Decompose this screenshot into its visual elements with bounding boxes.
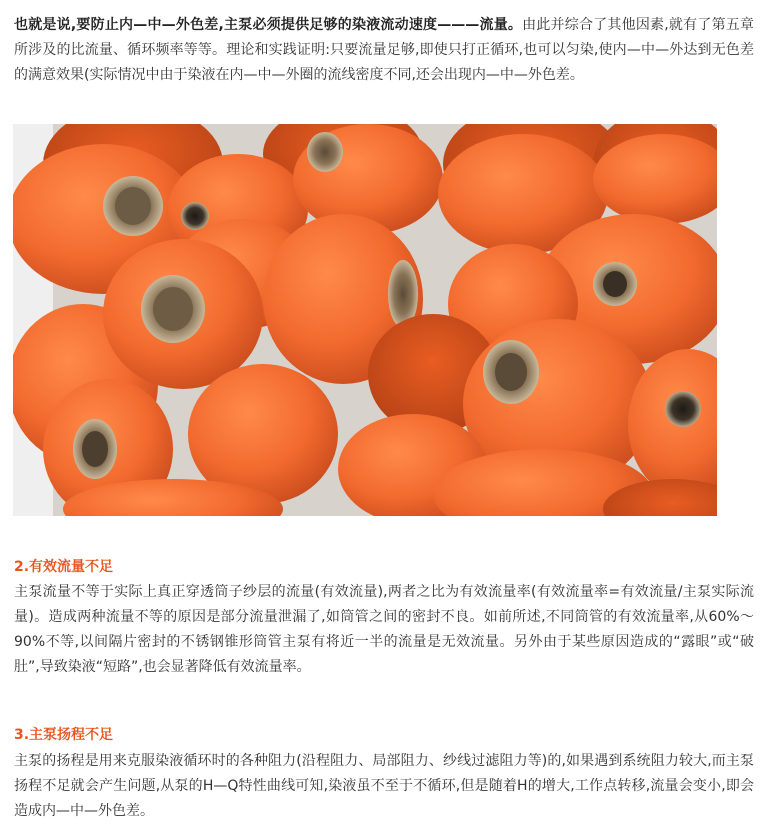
yarn-cone [293,124,443,234]
section-paragraph: 主泵的扬程是用来克服染液循环时的各种阻力(沿程阻力、局部阻力、纱线过滤阻力等)的,如果遇到系统阻力较大,而主泵扬程不足就会产生问题,从泵的H—Q特性曲线可知,染液虽不至于不循环,但是随着H的增大,工作点转移,流量会变小,即会造成内—中—外色差。 [14,753,754,819]
section-heading: 2.有效流量不足 [14,559,114,575]
yarn-cone [103,239,263,389]
intro-text: 由此并综合了其他因素,就有了第五章所涉及的比流量、循环频率等等。理论和实践证明:只要流量足够,即使只打正循环,也可以匀染,使内—中—外达到无色差的满意效果(实际情况中由于染液在内—中—外圈的流线密度不同,还会出现内—中—外色差。 [14,17,754,83]
intro-bold-text: 也就是说,要防止内—中—外色差,主泵必须提供足够的染液流动速度———流量。 [14,17,523,33]
section-paragraph: 主泵流量不等于实际上真正穿透筒子纱层的流量(有效流量),两者之比为有效流量率(有效流量率=有效流量/主泵实际流量)。造成两种流量不等的原因是部分流量泄漏了,如筒管之间的密封不良。如前所述,不同筒管的有效流量率,从60%～90%不等,以间隔片密封的不锈钢锥形筒管主泵有将近一半的流量是无效流量。另外由于某些原因造成的“露眼”或“破肚”,导致染液“短路”,也会显著降低有效流量率。 [14,584,754,675]
intro-paragraph [14,13,754,88]
section-heading: 3.主泵扬程不足 [14,727,114,743]
yarn-cones-photo [13,124,717,516]
